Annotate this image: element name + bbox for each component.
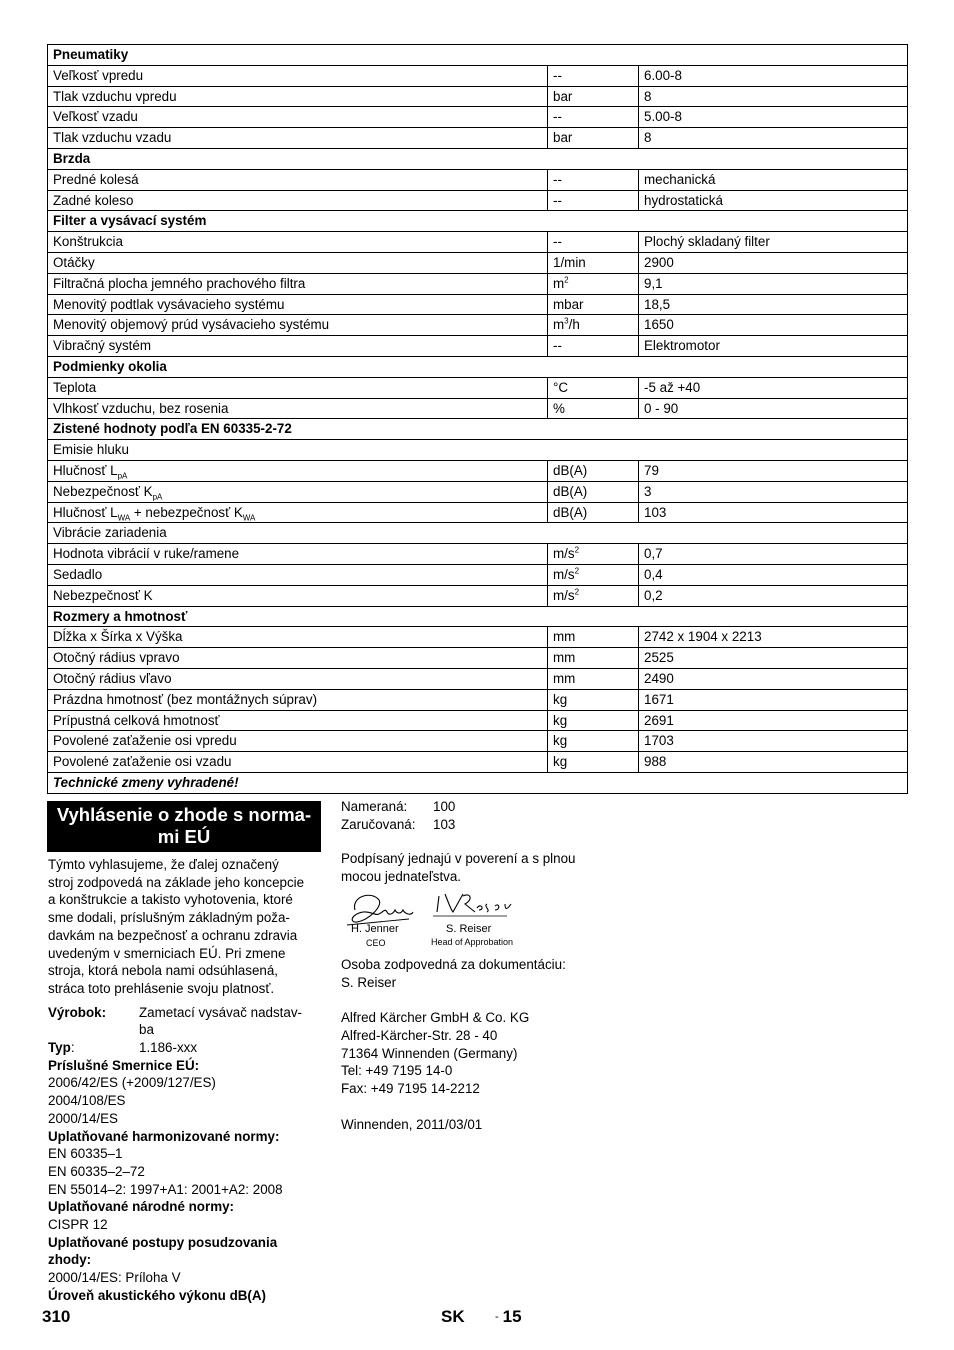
subsection-row: Emisie hluku — [48, 440, 908, 461]
standard-item: EN 60335–2–72 — [48, 1163, 145, 1179]
table-row: Dĺžka x Šírka x Výška mm 2742 x 1904 x 2213 — [48, 627, 908, 648]
table-row: Otočný rádius vľavo mm 2490 — [48, 668, 908, 689]
table-row: Otáčky 1/min 2900 — [48, 252, 908, 273]
product-line: Výrobok: Zametací vysávač nadstav- ba — [48, 1004, 302, 1038]
type-line: Typ: 1.186-xxx — [48, 1040, 198, 1056]
table-row: Tlak vzduchu vpredu bar 8 — [48, 86, 908, 107]
documentation-person: Osoba zodpovedná za dokumentáciu: S. Reiser — [341, 956, 566, 990]
technical-data-table — [47, 44, 908, 794]
table-row: Veľkosť vpredu -- 6.00-8 — [48, 65, 908, 86]
standard-item: EN 55014–2: 1997+A1: 2001+A2: 2008 — [48, 1181, 283, 1197]
table-row: Filtračná plocha jemného prachového filtra $m^2$ 9,1 — [48, 273, 908, 294]
guaranteed-line: Zaručovaná: 103 — [341, 816, 456, 832]
table-row: Menovitý podtlak vysávacieho systému mbar 18,5 — [48, 294, 908, 315]
company-address: Alfred Kärcher GmbH & Co. KG Alfred-Kärcher-Str. 28 - 40 71364 Winnenden (Germany) Tel: +49 7195 14-0 Fax: +49 7195 14-2212 — [341, 1010, 530, 1097]
table-row: Otočný rádius vpravo mm 2525 — [48, 648, 908, 669]
signed-text: Podpísaný jednajú v poverení a s plnou mocou jednateľstva. — [341, 851, 576, 885]
section-row: Podmienky okolia — [48, 356, 908, 377]
table-row: Tlak vzduchu vzadu bar 8 — [48, 128, 908, 149]
table-row: Teplota °C -5 až +40 — [48, 377, 908, 398]
page-number: - 15 — [495, 1307, 522, 1326]
table-row: Nebezpečnosť $K_{pA}$ dB(A) 3 — [48, 481, 908, 502]
table-row: Predné kolesá -- mechanická — [48, 169, 908, 190]
table-row: Zadné koleso -- hydrostatická — [48, 190, 908, 211]
signatures — [341, 892, 621, 956]
language-code: SK — [441, 1307, 465, 1326]
section-row: Rozmery a hmotnosť — [48, 606, 908, 627]
directives-title: Príslušné Smernice EÚ: — [48, 1057, 200, 1073]
table-row: Hlučnosť $L_{WA}$ + nebezpečnosť $K_{WA}$ dB(A) 103 — [48, 502, 908, 523]
section-row: Filter a vysávací systém — [48, 211, 908, 232]
table-row: Vibračný systém -- Elektromotor — [48, 336, 908, 357]
signer-title: Head of Approbation — [431, 936, 514, 947]
table-row: Prázdna hmotnosť (bez montážnych súprav) kg 1671 — [48, 689, 908, 710]
national-title: Uplatňované národné normy: — [48, 1199, 235, 1215]
signer-title: CEO — [366, 937, 386, 948]
section-row: Zistené hodnoty podľa EN 60335-2-72 — [48, 419, 908, 440]
harmonized-title: Uplatňované harmonizované normy: — [48, 1128, 280, 1144]
table-row: Vlhkosť vzduchu, bez rosenia % 0 - 90 — [48, 398, 908, 419]
declaration-text: Týmto vyhlasujeme, že ďalej označený stroj zodpovedá na základe jeho koncepcie a konštrukcie a takisto vyhotovenia, ktoré sme dodali, príslušným základným poža- davkám na bezpečnosť a ochranu zdravia uvedeným v smerniciach EÚ. Pri zmene stroja, ktorá nebola nami odsúhlasená, stráca toto prehlásenie svoju platnosť. — [48, 857, 305, 996]
declaration-column — [48, 856, 323, 1305]
assessment-item: 2000/14/ES: Príloha V — [48, 1270, 181, 1286]
table-row: Hodnota vibrácií v ruke/ramene $m/s^2$ 0,7 — [48, 544, 908, 565]
table-row: Sedadlo $m/s^2$ 0,4 — [48, 564, 908, 585]
directive-item: 2006/42/ES (+2009/127/ES) — [48, 1075, 216, 1091]
standard-item: EN 60335–1 — [48, 1146, 123, 1162]
signer-name: H. Jenner — [351, 922, 399, 935]
table-row: Povolené zaťaženie osi vpredu kg 1703 — [48, 731, 908, 752]
signer-name: S. Reiser — [446, 922, 492, 935]
sound-title: Úroveň akustického výkonu dB(A) — [48, 1287, 267, 1303]
subsection-row: Vibrácie zariadenia — [48, 523, 908, 544]
declaration-heading: Vyhlásenie o zhode s norma- mi EÚ — [47, 801, 321, 852]
table-row: Prípustná celková hmotnosť kg 2691 — [48, 710, 908, 731]
section-row: Brzda — [48, 148, 908, 169]
section-row: Pneumatiky — [48, 45, 908, 66]
table-row: Povolené zaťaženie osi vzadu kg 988 — [48, 752, 908, 773]
place-date: Winnenden, 2011/03/01 — [341, 1116, 483, 1132]
assessment-title: Uplatňované postupy posudzovania zhody: — [48, 1234, 278, 1268]
document-number: 310 — [42, 1307, 71, 1326]
table-row: Menovitý objemový prúd vysávacieho systému $m^3/h$ 1650 — [48, 315, 908, 336]
table-row: Hlučnosť $L_{pA}$ dB(A) 79 — [48, 460, 908, 481]
table-row: Veľkosť vzadu -- 5.00-8 — [48, 107, 908, 128]
note-row: Technické zmeny vyhradené! — [48, 772, 908, 793]
directive-item: 2000/14/ES — [48, 1110, 118, 1126]
signature-column — [341, 798, 621, 1133]
table-row: Nebezpečnosť K $m/s^2$ 0,2 — [48, 585, 908, 606]
table-row: Konštrukcia -- Plochý skladaný filter — [48, 232, 908, 253]
measured-line: Nameraná: 100 — [341, 799, 456, 814]
standard-item: CISPR 12 — [48, 1217, 108, 1233]
directive-item: 2004/108/ES — [48, 1093, 126, 1109]
